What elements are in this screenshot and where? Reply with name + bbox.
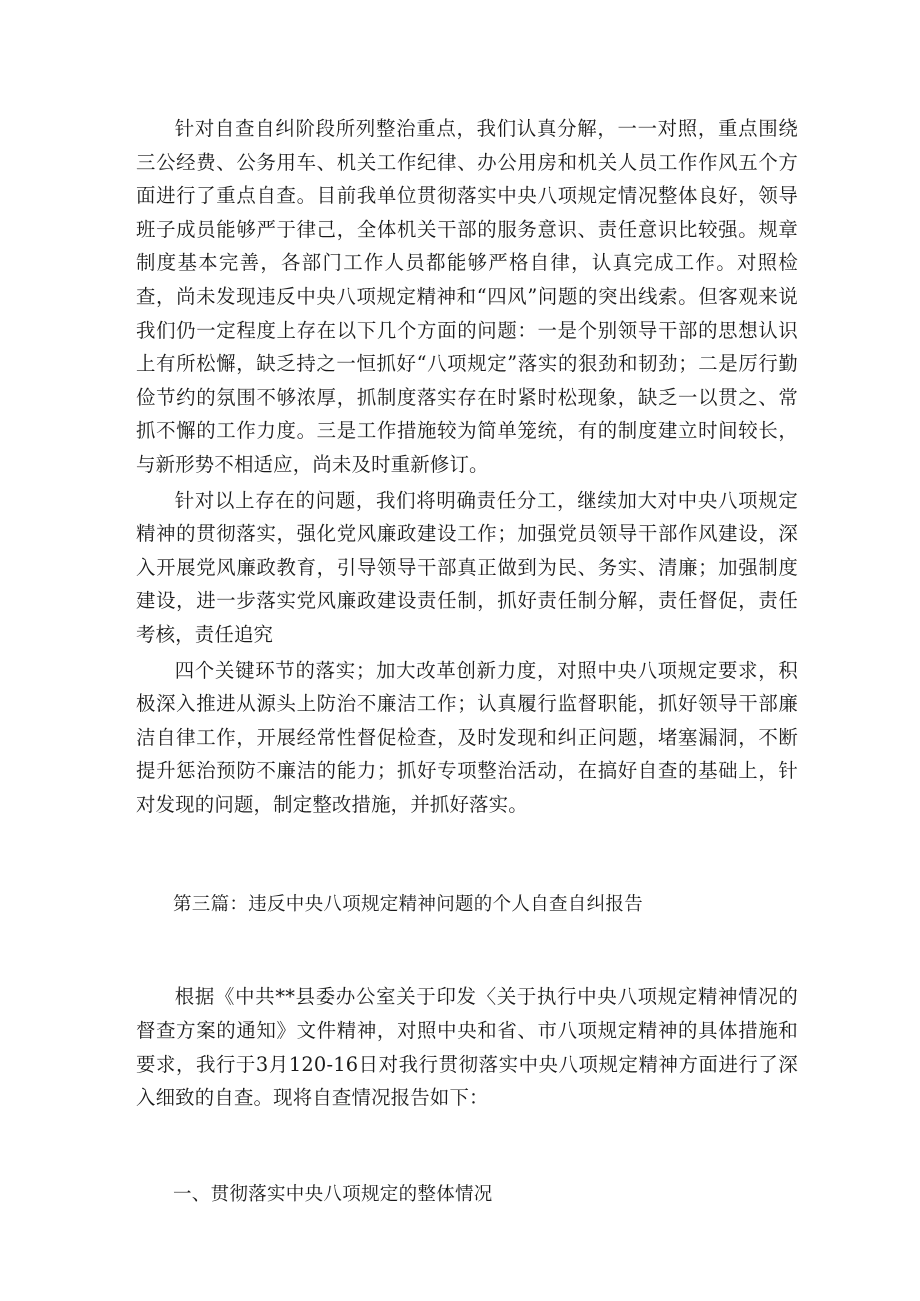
section-title-part-three: 第三篇：违反中央八项规定精神问题的个人自查自纠报告 <box>173 894 644 916</box>
paragraph-key-links: 四个关键环节的落实；加大改革创新力度，对照中央八项规定要求，积极深入推进从源头上防治不廉洁工作；认真履行监督职能，抓好领导干部廉洁自律工作，开展经常性督促检查，及时发现和纠正问题，堵塞漏洞，不断提升惩治预防不廉洁的能力；抓好专项整治活动，在搞好自查的基础上，针对发现的问题，制定整改措施，并抓好落实。 <box>136 658 798 816</box>
paragraph-self-inspection-findings: 针对自查自纠阶段所列整治重点，我们认真分解，一一对照，重点围绕三公经费、公务用车、机关工作纪律、办公用房和机关人员工作作风五个方面进行了重点自查。目前我单位贯彻落实中央八项规定情况整体良好，领导班子成员能够严于律己，全体机关干部的服务意识、责任意识比较强。规章制度基本完善，各部门工作人员都能够严格自律，认真完成工作。对照检查，尚未发现违反中央八项规定精神和“四风”问题的突出线索。但客观来说我们仍一定程度上存在以下几个方面的问题：一是个别领导干部的思想认识上有所松懈，缺乏持之一恒抓好“八项规定”落实的狠劲和韧劲；二是厉行勤俭节约的氛围不够浓厚，抓制度落实存在时紧时松现象，缺乏一以贯之、常抓不懈的工作力度。三是工作措施较为简单笼统，有的制度建立时间较长，与新形势不相适应，尚未及时重新修订。 <box>136 117 798 476</box>
paragraph-rectification-measures: 针对以上存在的问题，我们将明确责任分工，继续加大对中央八项规定精神的贯彻落实，强化党风廉政建设工作；加强党员领导干部作风建设，深入开展党风廉政教育，引导领导干部真正做到为民、务实、清廉；加强制度建设，进一步落实党风廉政建设责任制，抓好责任制分解，责任督促，责任考核，责任追究 <box>136 488 798 646</box>
paragraph-report-intro: 根据《中共**县委办公室关于印发〈关于执行中央八项规定精神情况的督查方案的通知》文件精神，对照中央和省、市八项规定精神的具体措施和要求，我行于3月120-16日对我行贯彻落实中央八项规定精神方面进行了深入细致的自查。现将自查情况报告如下： <box>136 985 798 1110</box>
subheading-overall-situation: 一、贯彻落实中央八项规定的整体情况 <box>173 1183 493 1205</box>
document-page <box>136 112 798 1211</box>
